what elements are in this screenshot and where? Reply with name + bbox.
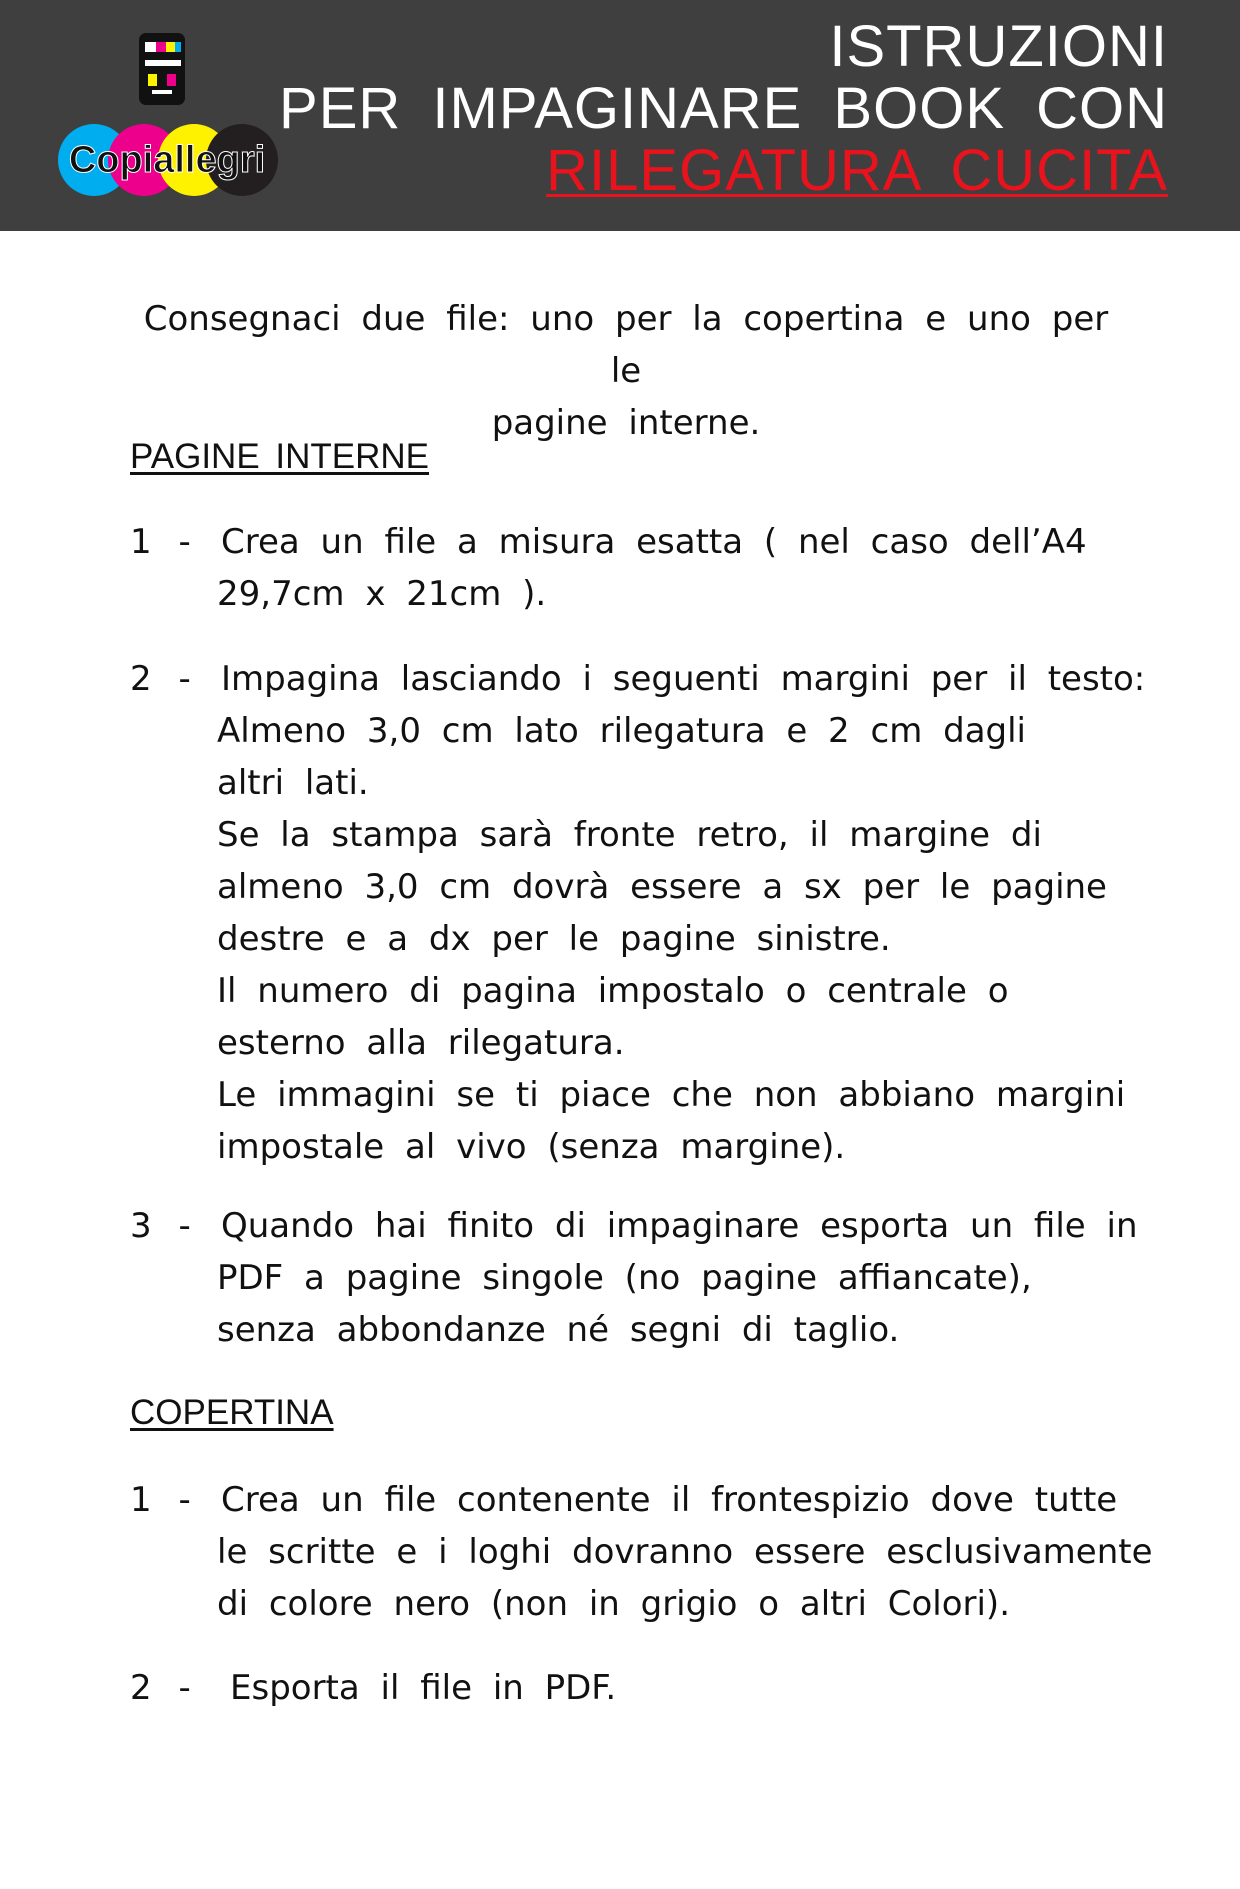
section-heading-pagine-interne: PAGINE INTERNE	[130, 437, 430, 476]
title-line-1: ISTRUZIONI	[829, 14, 1168, 79]
copiallegri-logo	[52, 30, 282, 200]
list-item: 3 - Quando hai finito di impaginare esporta un file in PDF a pagine singole (no pagine affiancate), senza abbondanze né segni di taglio.	[130, 1206, 1138, 1350]
intro-paragraph: Consegnaci due file: uno per la copertina e uno per le pagine interne.	[143, 299, 1109, 443]
title-line-3: RILEGATURA CUCITA	[546, 138, 1168, 203]
list-item: 1 - Crea un file a misura esatta ( nel caso dell’A4 29,7cm x 21cm ).	[130, 522, 1087, 614]
section-heading-copertina: COPERTINA	[130, 1393, 334, 1432]
list-item: 1 - Crea un file contenente il frontespizio dove tutte le scritte e i loghi dovranno essere esclusivamente di colore nero (non in grigio o altri Colori).	[130, 1480, 1153, 1624]
title-line-2: PER IMPAGINARE BOOK CON	[279, 76, 1168, 141]
list-item: 2 - Impagina lasciando i seguenti margini per il testo: Almeno 3,0 cm lato rilegatura e 2 cm dagli altri lati. Se la stampa sarà fronte retro, il margine di almeno 3,0 cm dovrà essere a sx per le pagine destre e a dx per le pagine sinistre. Il numero di pagina impostalo o centrale o esterno alla rilegatura. Le immagini se ti piace che non abbiano margini impostale al vivo (senza margine).	[130, 659, 1146, 1167]
page-title	[279, 16, 1168, 202]
header-banner	[0, 0, 1240, 231]
list-item: 2 - Esporta il file in PDF.	[130, 1668, 617, 1708]
svg-text:Copiallegri: Copiallegri	[68, 139, 266, 181]
